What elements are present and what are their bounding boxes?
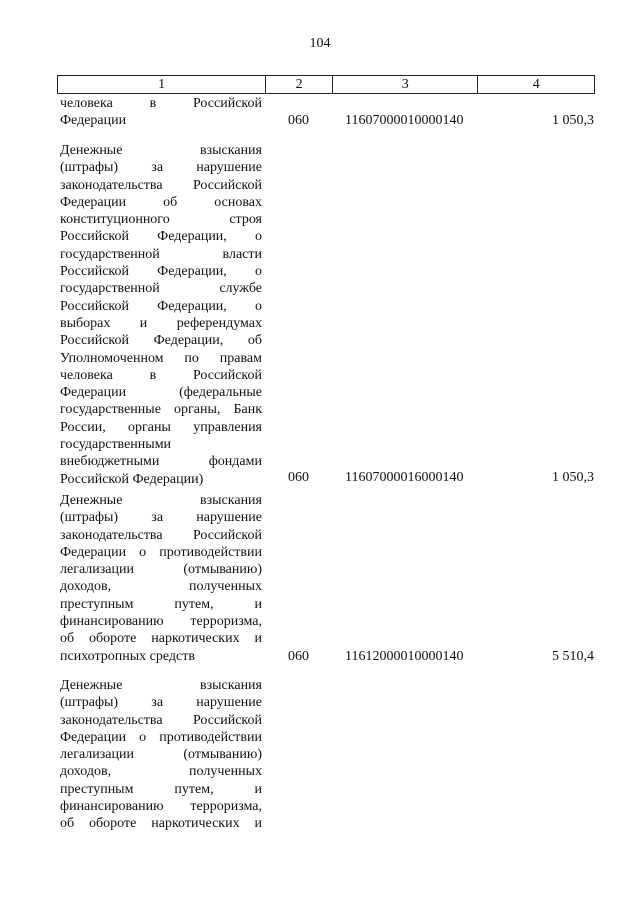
budget-classification-code: 11607000010000140 [345, 113, 464, 128]
description-line: Федерации об основах [60, 194, 262, 210]
description-line: легализации (отмыванию) [60, 562, 262, 578]
description-line: об обороте наркотических и [60, 631, 262, 647]
budget-classification-code: 11612000010000140 [345, 649, 464, 664]
description-line: Российской Федерации, о [60, 264, 262, 280]
description-line: законодательства Российской [60, 527, 262, 543]
description-line: (штрафы) за нарушение [60, 160, 262, 176]
description-line: доходов, полученных [60, 579, 262, 595]
amount: 5 510,4 [552, 649, 594, 664]
description-line: доходов, полученных [60, 764, 262, 780]
description-line: Федерации (федеральные [60, 385, 262, 401]
description-line: России, органы управления [60, 419, 262, 435]
description-line: Уполномоченном по правам [60, 350, 262, 366]
amount: 1 050,3 [552, 113, 594, 128]
description-line: внебюджетными фондами [60, 454, 262, 470]
description-line: законодательства Российской [60, 177, 262, 193]
header-col-1: 1 [58, 76, 266, 93]
description-line: Федерации о противодействии [60, 729, 262, 745]
description-line: Российской Федерации) [60, 471, 204, 487]
row-description [60, 492, 262, 665]
description-line: (штрафы) за нарушение [60, 510, 262, 526]
description-line: государственной службе [60, 281, 262, 297]
description-line: конституционного строя [60, 212, 262, 228]
row-description [60, 142, 262, 488]
description-line: законодательства Российской [60, 712, 262, 728]
row-description [60, 95, 262, 130]
description-line: государственные органы, Банк [60, 402, 262, 418]
page-number: 104 [309, 36, 331, 51]
description-line: государственной власти [60, 246, 262, 262]
admin-code: 060 [288, 649, 309, 664]
description-line: преступным путем, и [60, 781, 262, 797]
description-line: Денежные взыскания [60, 493, 262, 508]
description-line: выборах и референдумах [60, 315, 262, 331]
header-col-4: 4 [532, 77, 540, 92]
description-line: Федерации о противодействии [60, 544, 262, 560]
description-line: Федерации [60, 113, 127, 129]
description-line: Российской Федерации, об [60, 333, 262, 349]
description-line: Денежные взыскания [60, 678, 262, 693]
description-line: человека в Российской [60, 367, 262, 383]
description-line: Российской Федерации, о [60, 298, 262, 314]
header-col-2: 2 [266, 76, 333, 93]
description-line: об обороте наркотических и [60, 816, 262, 832]
description-line: (штрафы) за нарушение [60, 695, 262, 711]
description-line: легализации (отмыванию) [60, 747, 262, 763]
admin-code: 060 [288, 470, 309, 485]
amount: 1 050,3 [552, 470, 594, 485]
description-line: Денежные взыскания [60, 143, 262, 158]
header-col-3: 3 [333, 76, 478, 93]
description-line: преступным путем, и [60, 596, 262, 612]
description-line: психотропных средств [60, 648, 195, 664]
budget-classification-code: 11607000016000140 [345, 470, 464, 485]
admin-code: 060 [288, 113, 309, 128]
description-line: государственными [60, 437, 172, 453]
description-line: финансированию терроризма, [60, 799, 262, 815]
description-line: Российской Федерации, о [60, 229, 262, 245]
row-description [60, 677, 262, 833]
table-header [57, 75, 595, 94]
description-line: финансированию терроризма, [60, 614, 262, 630]
description-line: человека в Российской [60, 96, 262, 111]
